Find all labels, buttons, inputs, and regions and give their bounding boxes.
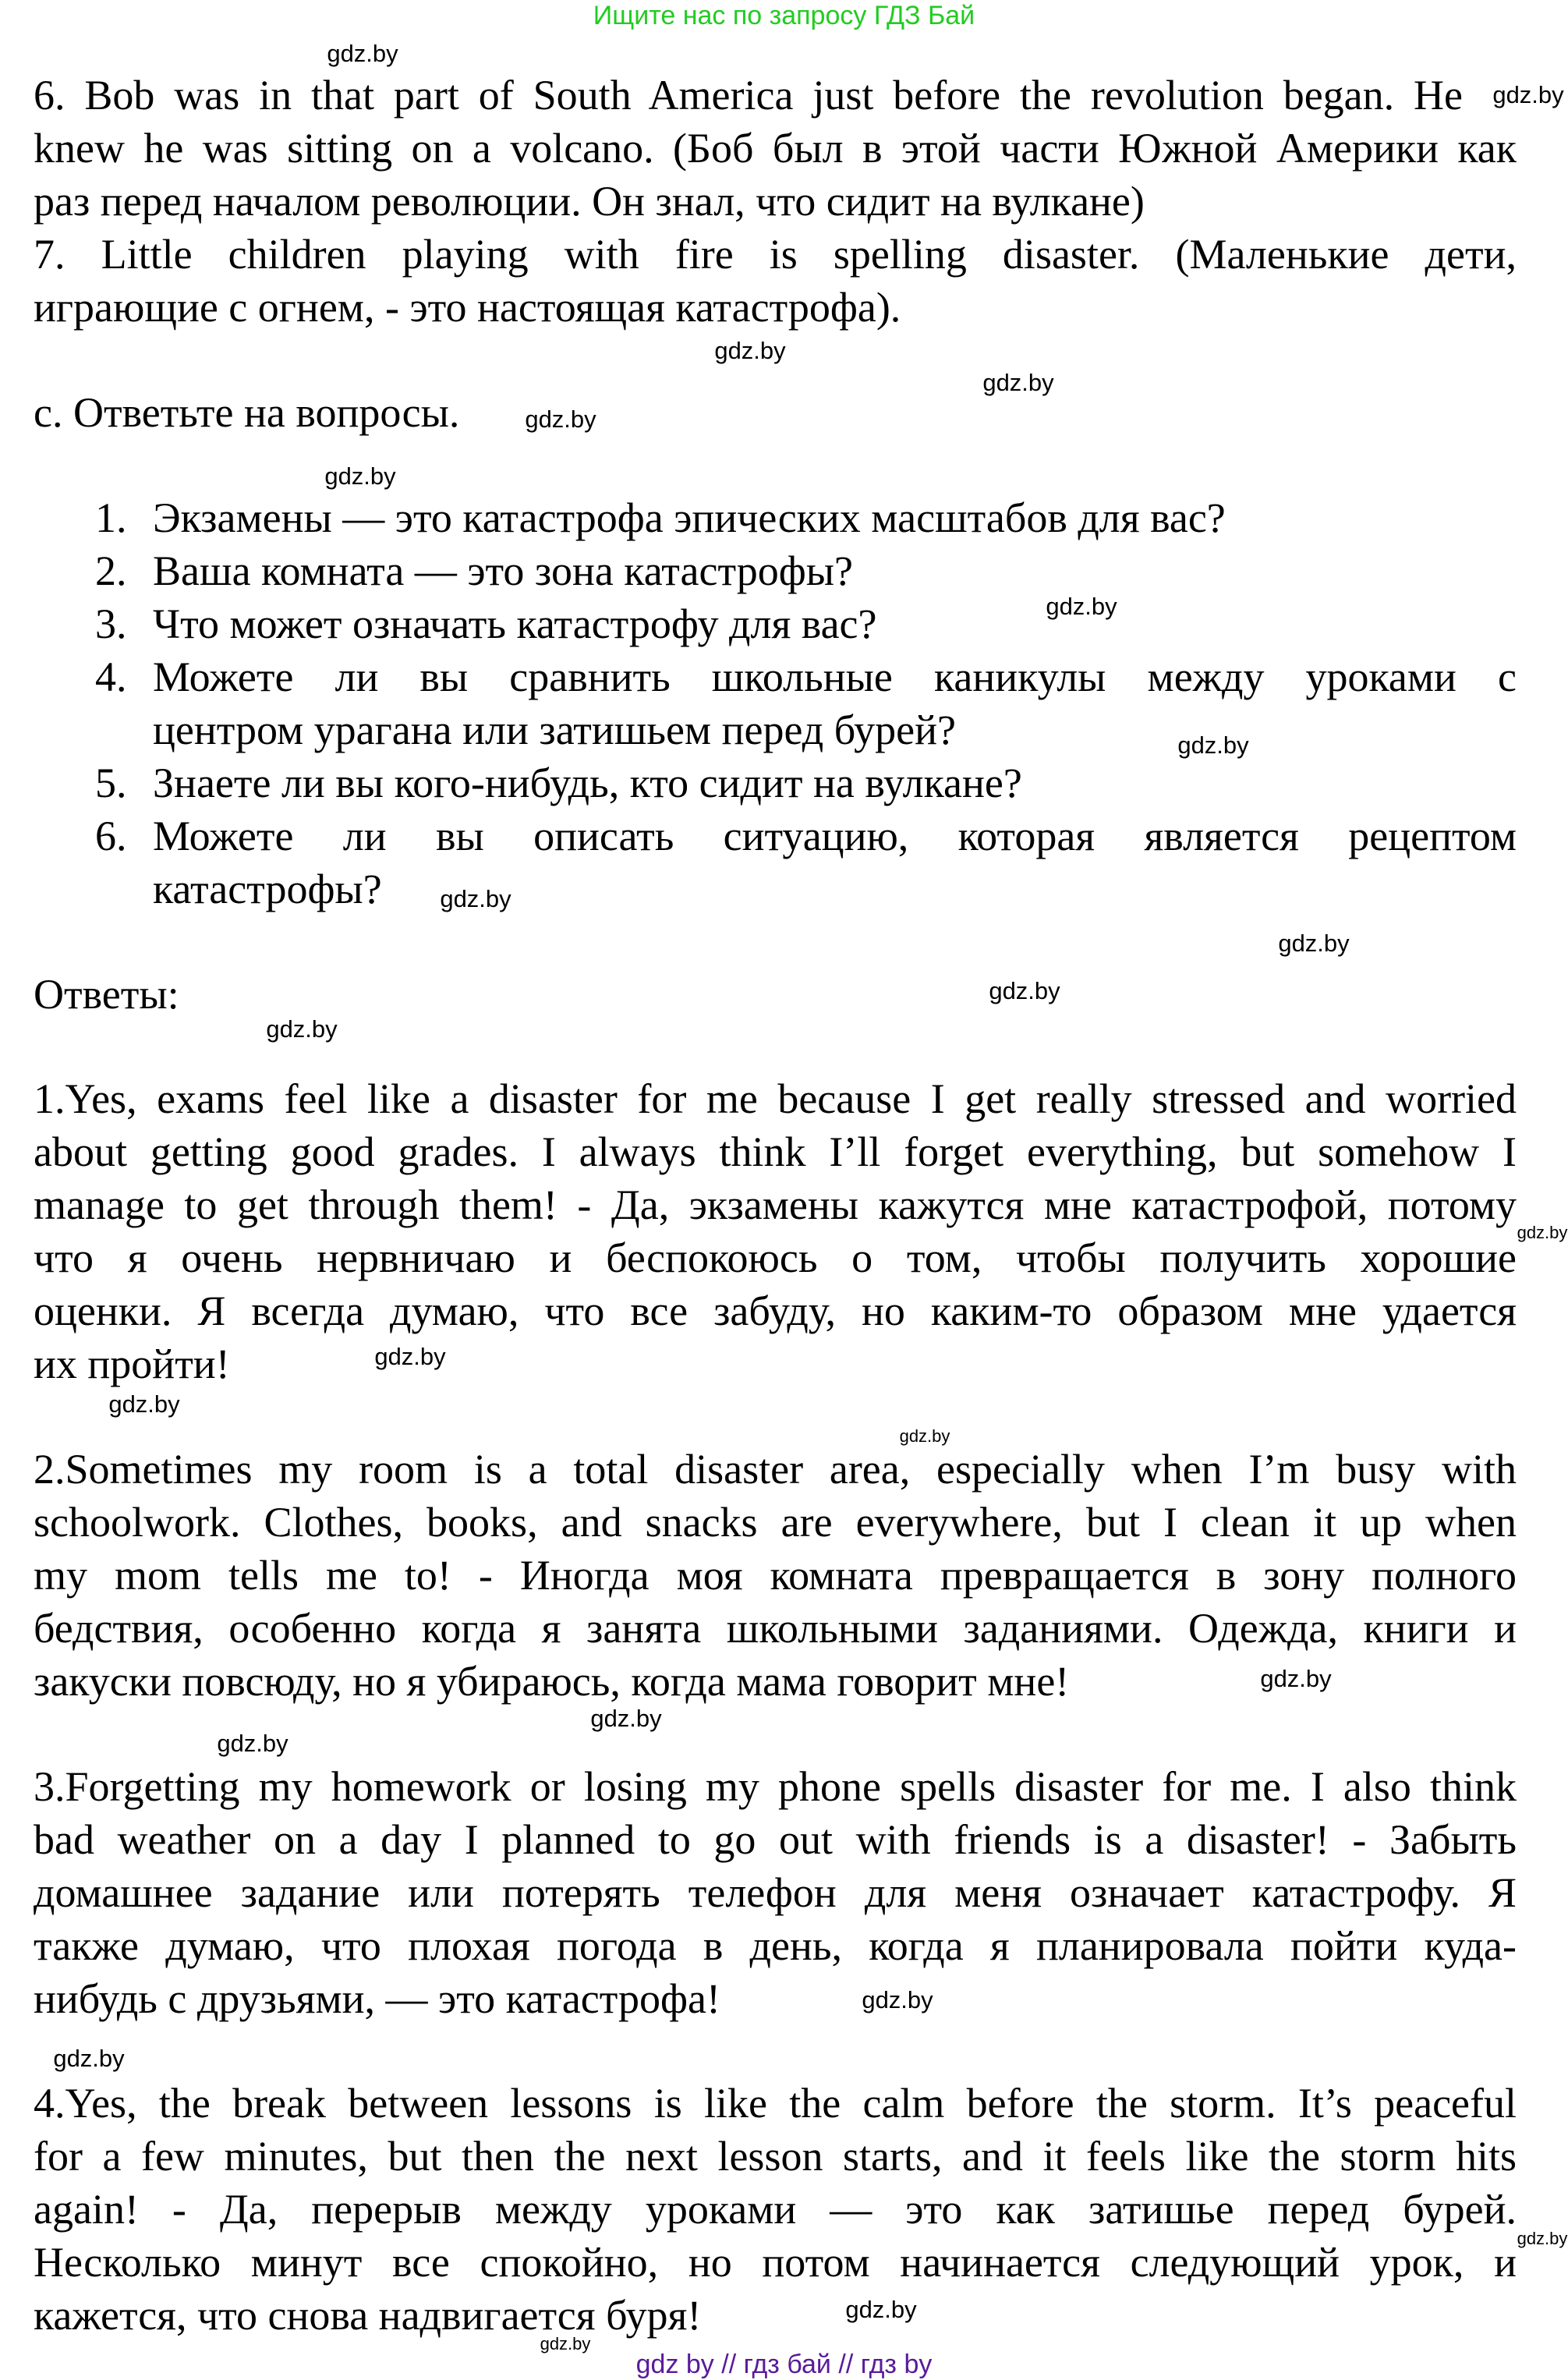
answers-title	[34, 968, 1517, 1021]
watermark: gdz.by	[327, 40, 398, 67]
section-c-title	[34, 386, 1517, 439]
watermark: gdz.by	[53, 2045, 125, 2072]
watermark: gdz.by	[862, 1986, 933, 2013]
text-line: кажется, что снова надвигается буря!	[34, 2292, 702, 2339]
watermark: gdz.by	[1278, 930, 1350, 957]
watermark: gdz.by	[1046, 593, 1117, 620]
header-banner[interactable]: Ищите нас по запросу ГДЗ Бай	[593, 1, 975, 30]
text-line: 7. Little children playing with fire is spelling disaster. (Маленькие дети,	[34, 231, 1517, 278]
question-item	[34, 597, 1517, 650]
text-line: 4.Yes, the break between lessons is like the calm before the storm. It’s peaceful	[34, 2080, 1517, 2127]
text-line: manage to get through them! - Да, экзамены кажутся мне катастрофой, потому	[34, 1181, 1517, 1228]
text-line: again! - Да, перерыв между уроками — это как затишье перед бурей.	[34, 2186, 1517, 2233]
answer-3	[34, 1760, 1517, 2025]
text-line: Ваша комната — это зона катастрофы?	[153, 547, 853, 594]
question-number: 5.	[95, 760, 127, 806]
questions-list	[34, 491, 1517, 916]
watermark: gdz.by	[525, 406, 596, 433]
question-number: 6.	[95, 813, 127, 859]
watermark: gdz.by	[989, 977, 1060, 1004]
question-item	[34, 809, 1517, 916]
text-line: schoolwork. Clothes, books, and snacks are everywhere, but I clean it up when	[34, 1499, 1517, 1546]
watermark: gdz.by	[217, 1730, 288, 1757]
watermark: gdz.by	[899, 1426, 950, 1446]
text-line: раз перед началом революции. Он знал, что сидит на вулкане)	[34, 178, 1145, 225]
text-line: играющие с огнем, - это настоящая катастрофа).	[34, 284, 901, 331]
text-line: Экзамены — это катастрофа эпических масштабов для вас?	[153, 494, 1226, 541]
answer-4	[34, 2077, 1517, 2342]
watermark: gdz.by	[1260, 1665, 1332, 1692]
watermark: gdz.by	[440, 885, 511, 912]
example-7	[34, 228, 1517, 334]
watermark: gdz.by	[1517, 1223, 1568, 1242]
text-line: Что может означать катастрофу для вас?	[153, 600, 877, 647]
footer-banner[interactable]: gdz by // гдз бай // гдз by	[635, 2350, 933, 2379]
question-number: 3.	[95, 600, 127, 647]
text-line: также думаю, что плохая погода в день, когда я планировала пойти куда-	[34, 1922, 1517, 1969]
watermark: gdz.by	[1177, 731, 1249, 759]
text-line: что я очень нервничаю и беспокоюсь о том, чтобы получить хорошие	[34, 1234, 1517, 1281]
text-line: 1.Yes, exams feel like a disaster for me because I get really stressed and worried	[34, 1075, 1517, 1122]
text-line: for a few minutes, but then the next lesson starts, and it feels like the storm hits	[34, 2133, 1517, 2180]
watermark: gdz.by	[1517, 2229, 1568, 2248]
answer-1	[34, 1072, 1517, 1390]
watermark: gdz.by	[1492, 81, 1564, 108]
watermark: gdz.by	[374, 1343, 446, 1370]
text-line: их пройти!	[34, 1341, 230, 1387]
watermark: gdz.by	[845, 2296, 917, 2323]
watermark: gdz.by	[540, 2334, 591, 2353]
question-item	[34, 544, 1517, 597]
question-number: 4.	[95, 653, 127, 700]
text-line: my mom tells me to! - Иногда моя комната превращается в зону полного	[34, 1552, 1517, 1599]
watermark: gdz.by	[590, 1705, 662, 1732]
question-item	[34, 491, 1517, 544]
text-line: 2.Sometimes my room is a total disaster area, especially when I’m busy with	[34, 1446, 1517, 1493]
watermark: gdz.by	[324, 462, 396, 490]
text-line: about getting good grades. I always think I’ll forget everything, but somehow I	[34, 1128, 1517, 1175]
text-line: катастрофы?	[153, 866, 382, 912]
text-line: Можете ли вы сравнить школьные каникулы между уроками с	[153, 653, 1517, 700]
watermark: gdz.by	[982, 369, 1054, 396]
text-line: Несколько минут все спокойно, но потом начинается следующий урок, и	[34, 2239, 1517, 2286]
text-line: Знаете ли вы кого-нибудь, кто сидит на вулкане?	[153, 760, 1022, 806]
heading: Ответы:	[34, 971, 179, 1018]
question-item	[34, 650, 1517, 759]
text-line: 3.Forgetting my homework or losing my phone spells disaster for me. I also think	[34, 1763, 1517, 1810]
heading: c. Ответьте на вопросы.	[34, 389, 460, 436]
watermark: gdz.by	[266, 1015, 338, 1043]
watermark: gdz.by	[108, 1390, 180, 1418]
question-number: 1.	[95, 494, 127, 541]
question-item	[34, 756, 1517, 809]
text-line: оценки. Я всегда думаю, что все забуду, но каким-то образом мне удается	[34, 1287, 1517, 1334]
text-line: нибудь с друзьями, — это катастрофа!	[34, 1975, 720, 2022]
text-line: 6. Bob was in that part of South America just before the revolution began. He	[34, 72, 1463, 119]
text-line: knew he was sitting on a volcano. (Боб был в этой части Южной Америки как	[34, 125, 1517, 172]
text-line: центром урагана или затишьем перед бурей?	[153, 707, 956, 753]
watermark: gdz.by	[714, 337, 786, 364]
example-6	[34, 69, 1517, 228]
text-line: бедствия, особенно когда я занята школьными заданиями. Одежда, книги и	[34, 1605, 1517, 1652]
text-line: bad weather on a day I planned to go out with friends is a disaster! - Забыть	[34, 1816, 1517, 1863]
text-line: домашнее задание или потерять телефон для меня означает катастрофу. Я	[34, 1869, 1517, 1916]
text-line: закуски повсюду, но я убираюсь, когда мама говорит мне!	[34, 1658, 1070, 1705]
text-line: Можете ли вы описать ситуацию, которая является рецептом	[153, 813, 1517, 859]
question-number: 2.	[95, 547, 127, 594]
